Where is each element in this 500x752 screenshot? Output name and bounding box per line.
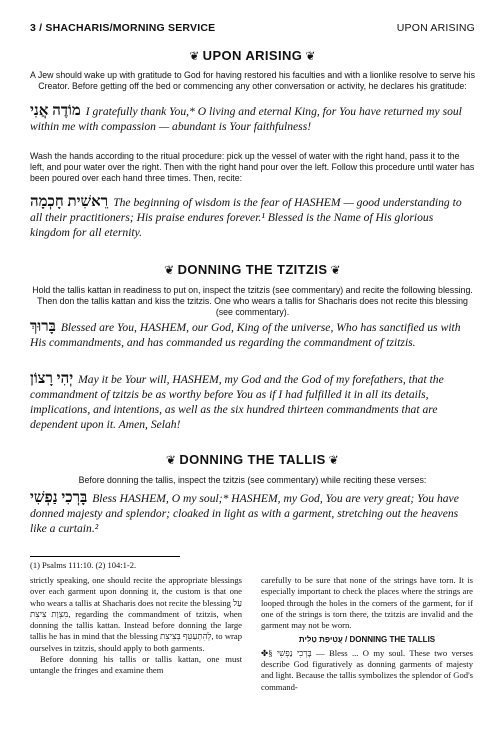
prayer-yehi-ratzon [30,372,475,432]
instruction-tallis: Before donning the tallis, inspect the tzitzis (see commentary) while reciting these verses: [78,475,427,485]
footnote-rule [30,556,180,557]
prayer-text: May it be Your will, HASHEM, my God and the God of my forefathers, that the commandment of tzitzis be as worthy before You as if I had fulfilled it in all its details, implications, and intentions, as well as the six hundred thirteen commandments that are dependent upon it. Amen, Selah! [30,373,444,431]
section-title-text: DONNING THE TZITZIS [177,262,328,277]
commentary-paragraph: Before donning his tallis or tallis kattan, one must untangle the fringes and examine them [30,654,242,676]
hebrew-incipit: מוֹדֶה אֲנִי [30,103,81,119]
prayer-barchi-nafshi [30,491,475,536]
commentary-paragraph: ✤§ בָּרְכִי נַפְשִׁי — Bless ... O my soul. These two verses describe God figuratively as donning garments of majesty and light. Because the tallis symbolizes the splendor of God's command- [261,647,473,692]
prayer-text: Bless HASHEM, O my soul;* HASHEM, my God, You are very great; You have donned majesty and splendor; cloaked in light as with a garment, stretching out the heavens like a curtain.² [30,492,459,535]
instruction-tzitzis: Hold the tallis kattan in readiness to put on, inspect the tzitzis (see commentary) and recite the following blessing. Then don the tallis kattan and kiss the tzitzis. One who wears a tallis for Shacharis does not recite this blessing (see commentary). [32,285,473,318]
instruction-washing: Wash the hands according to the ritual procedure: pick up the vessel of water with the right hand, pass it to the left, and pour water over the right. Then with the right hand pour over the left. Follow this procedure until water has been poured over each hand three times. Then, recite: [30,151,475,184]
section-title-tallis [30,452,475,467]
ornament-icon: ❦ [189,49,200,63]
ornament-icon: ❦ [328,453,340,467]
header-left: 3 / SHACHARIS/MORNING SERVICE [30,22,216,34]
instruction-upon-arising: A Jew should wake up with gratitude to God for having restored his faculties and with a lionlike resolve to serve his Creator. Before getting off the bed or commencing any other conversation or activity, he declares his gratitude: [30,70,475,92]
prayer-text: I gratefully thank You,* O living and eternal King, for You have returned my soul within me with compassion — abundant is Your faithfulness! [30,105,462,133]
ornament-icon: ❦ [165,453,177,467]
section-title-text: UPON ARISING [202,48,303,63]
hebrew-incipit: בָּרְכִי נַפְשִׁי [30,490,88,506]
hebrew-incipit: יְהִי רָצוֹן [30,371,74,387]
prayer-modeh-ani [30,104,475,134]
section-title-tzitzis [30,262,475,277]
prayer-text: Blessed are You, HASHEM, our God, King of the universe, Who has sanctified us with His commandments, and has commanded us regarding the commandment of tzitzis. [30,321,461,349]
hebrew-incipit: בָּרוּךְ [30,319,56,335]
blessing-tzitzis [30,320,475,350]
section-title-text: DONNING THE TALLIS [179,452,326,467]
running-header [30,22,475,38]
header-right: UPON ARISING [396,22,475,34]
commentary-left-column [30,575,242,677]
page [30,0,475,752]
ornament-icon: ❦ [164,263,175,277]
ornament-icon: ❦ [305,49,316,63]
hebrew-incipit: רֵאשִׁית חָכְמָה [30,194,109,210]
footnotes: (1) Psalms 111:10. (2) 104:1-2. [30,560,137,570]
ornament-icon: ❦ [330,263,341,277]
section-title-upon-arising [30,48,475,63]
prayer-text: The beginning of wisdom is the fear of HASHEM — good understanding to all their practitioners; His praise endures forever.¹ Blessed is the Name of His glorious kingdom for all eternity. [30,196,462,239]
prayer-reishis-chochmah [30,195,475,240]
commentary-heading: עֲטִיפַת טַלִּית / DONNING THE TALLIS [298,635,436,645]
commentary-paragraph: strictly speaking, one should recite the appropriate blessings over each garment upon donning it, the custom is that one who wears a tallis at Shacharis does not recite the blessing עַל מִצְוַת צִיצִת, regarding the commandment of tzitzis, when donning the tallis kattan. Instead before donning the large tallis he has in mind that the blessing לְהִתְעַטֵּף בְּצִיצִת, to wrap ourselves in tzitzis, should apply to both garments. [30,575,243,653]
commentary-paragraph: carefully to be sure that none of the strings have torn. It is especially important to check the places where the strings are looped through the holes in the corners of the garment, for if one of the strings is torn there, the tzitzis are invalid and the garment may not be worn. [261,575,473,631]
commentary-right-column [261,575,473,693]
